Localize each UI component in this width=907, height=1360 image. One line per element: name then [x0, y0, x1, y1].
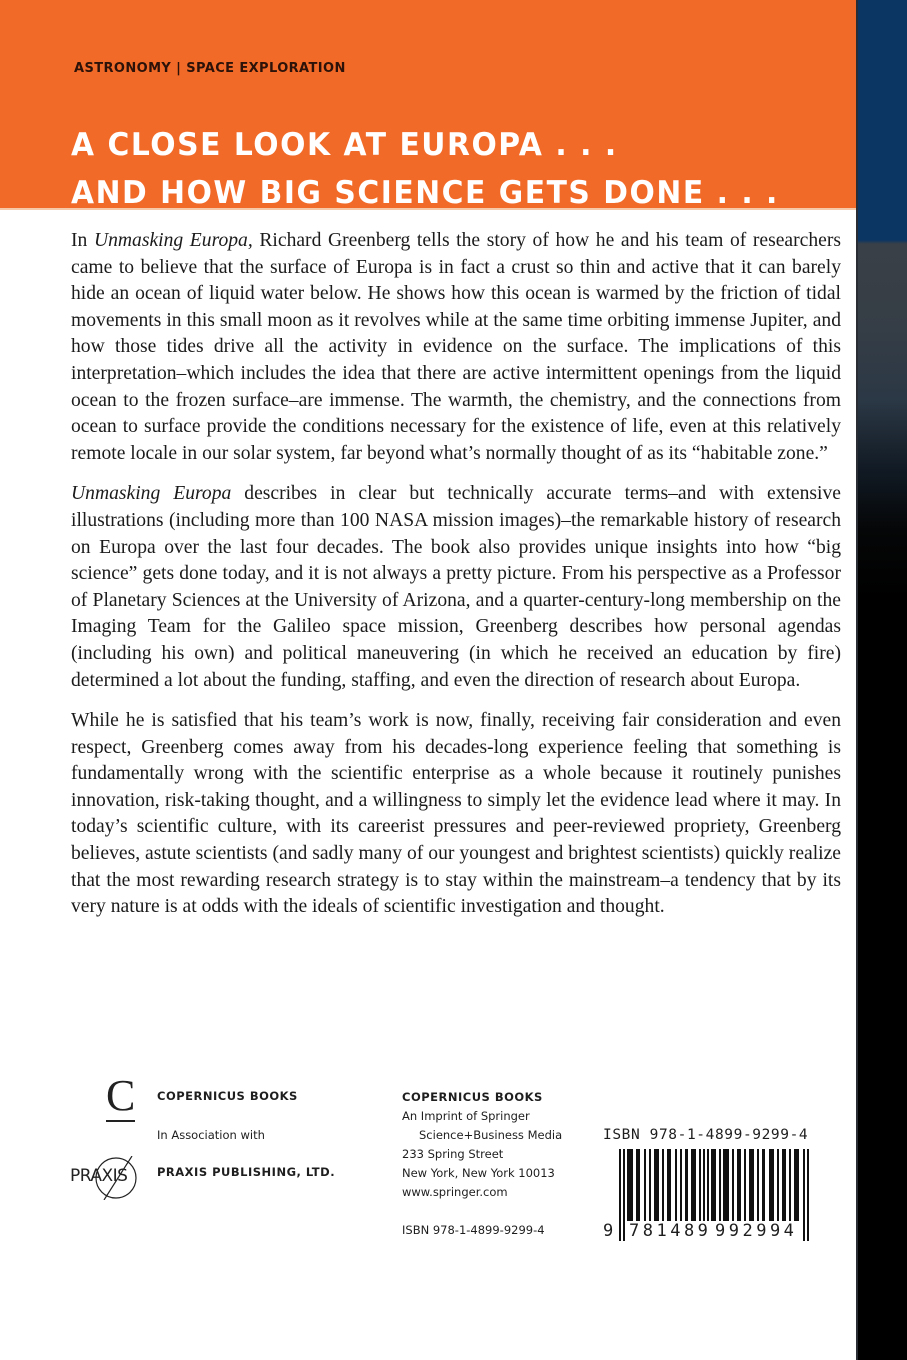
headline-line-2: AND HOW BIG SCIENCE GETS DONE . . . — [71, 175, 779, 211]
p2-text: describes in clear but technically accurate terms–and with extensive illustrations (including more than 100 NASA mission images)–the remarkable history of research on Europa over the last four decades. The book also provides unique insights into how “big science” gets done today, and it is not always a pretty picture. From his perspective as a Professor of Planetary Sciences at the University of Arizona, and a quarter-century-long membership on the Imaging Team for the Galileo space mission, Greenberg describes how personal agendas (including his own) and political maneuvering (in which he received an education by fire) determined a lot about the funding, staffing, and even the direction of research about Europa. — [71, 483, 841, 691]
blurb-paragraph-2 — [71, 481, 841, 694]
address-line-1: An Imprint of Springer — [402, 1109, 530, 1123]
barcode-digit-group-1: 781489 — [629, 1221, 712, 1241]
blurb-paragraph-3: While he is satisfied that his team’s work is now, finally, receiving fair consideration and even respect, Greenberg comes away from his decades-long experience feeling that something is fundamentally wrong with the scientific enterprise as a whole because it routinely punishes innovation, risk-taking thought, and a willingness to simply let the evidence lead where it may. In today’s scientific culture, with its careerist pressures and peer-reviewed propriety, Greenberg believes, astute scientists (and sadly many of our youngest and brightest scientists) quickly realize that the most rewarding research strategy is to stay within the mainstream–a tendency that by its very nature is at odds with the ideals of scientific investigation and thought. — [71, 710, 841, 918]
publisher-address — [402, 1088, 562, 1240]
headline — [71, 121, 779, 217]
address-line-2: Science+Business Media — [419, 1128, 563, 1142]
category-label: ASTRONOMY | SPACE EXPLORATION — [74, 61, 346, 76]
p1-lead: In — [71, 230, 94, 251]
p1-text: Richard Greenberg tells the story of how he and his team of researchers came to believe that the surface of Europa is in fact a crust so thin and active that it can barely hide an ocean of liquid water below. He shows how this ocean is warmed by the friction of tidal movements in this small moon as it revolves while at the same time orbiting immense Jupiter, and how those tides drive all the activity in evidence on the surface. The implications of this interpretation–which includes the idea that there are active intermittent openings from the liquid ocean to the frozen surface–are immense. The warmth, the chemistry, and the connections from ocean to surface provide the conditions necessary for the existence of life, even at this relatively remote locale in our solar system, far beyond what’s normally thought of as its “habitable zone.” — [71, 230, 841, 464]
address-line-3: 233 Spring Street — [402, 1147, 504, 1161]
blurb-paragraph-1 — [71, 228, 841, 467]
headline-line-1: A CLOSE LOOK AT EUROPA . . . — [71, 127, 618, 163]
book-spine — [856, 0, 907, 1360]
blurb — [71, 228, 841, 935]
praxis-name: PRAXIS PUBLISHING, LTD. — [157, 1165, 336, 1179]
header-band — [0, 0, 856, 210]
book-title-italic: Unmasking Europa — [71, 483, 232, 505]
copernicus-logo-icon: C — [106, 1071, 136, 1120]
praxis-logo-text: PRAXIS — [70, 1166, 128, 1186]
book-title-italic: Unmasking Europa, — [93, 230, 253, 251]
barcode-digit-group-2: 992994 — [715, 1221, 798, 1241]
address-website: www.springer.com — [402, 1185, 508, 1199]
barcode-digit-lead: 9 — [603, 1221, 614, 1241]
copernicus-name: COPERNICUS BOOKS — [157, 1089, 298, 1103]
association-text: In Association with — [157, 1128, 265, 1142]
barcode-isbn-label: ISBN 978-1-4899-9299-4 — [603, 1127, 809, 1143]
address-name: COPERNICUS BOOKS — [402, 1090, 543, 1104]
barcode — [603, 1127, 813, 1241]
address-line-4: New York, New York 10013 — [402, 1166, 555, 1180]
address-isbn: ISBN 978-1-4899-9299-4 — [402, 1223, 545, 1237]
praxis-logo-icon — [70, 1156, 142, 1200]
barcode-bars — [603, 1149, 813, 1241]
